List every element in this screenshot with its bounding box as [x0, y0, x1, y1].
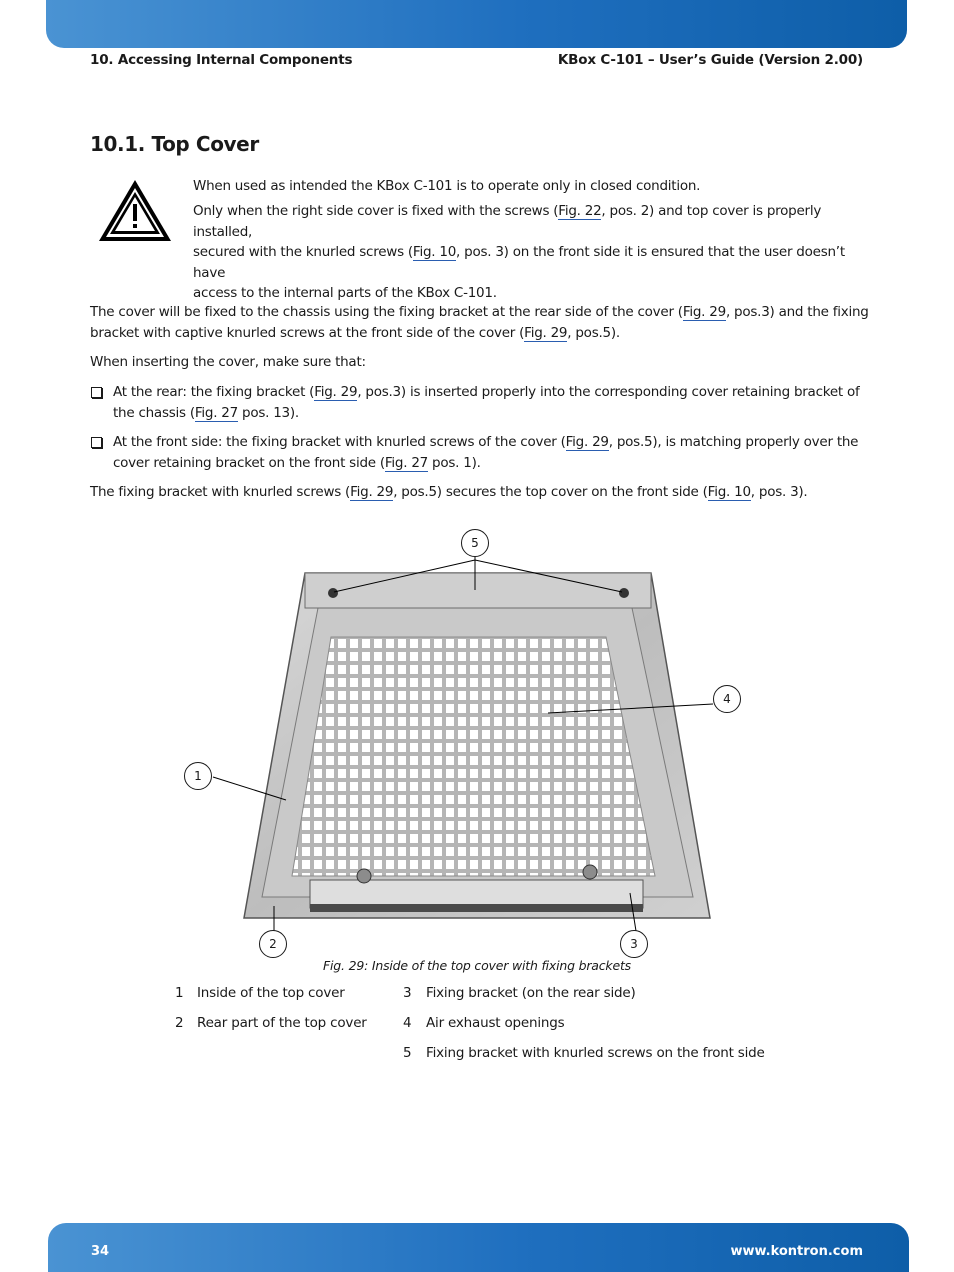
link-fig-10[interactable]: Fig. 10 [412, 244, 457, 260]
link-fig-29[interactable]: Fig. 29 [350, 484, 394, 500]
top-cover-figure [0, 520, 954, 960]
legend-number: 4 [403, 1015, 412, 1031]
legend-number: 5 [403, 1045, 412, 1061]
link-fig-22[interactable]: Fig. 22 [558, 203, 602, 219]
figure-caption: Fig. 29: Inside of the top cover with fixing brackets [323, 958, 631, 973]
link-fig-29[interactable]: Fig. 29 [682, 304, 726, 320]
inserting-intro: When inserting the cover, make sure that: [90, 354, 366, 370]
callout-4: 4 [713, 685, 741, 713]
link-fig-29[interactable]: Fig. 29 [314, 384, 358, 400]
legend-text: Inside of the top cover [197, 985, 345, 1001]
header-band [46, 0, 907, 48]
website-link[interactable]: www.kontron.com [730, 1244, 863, 1259]
callout-2: 2 [259, 930, 287, 958]
bullet-front: At the front side: the fixing bracket with knurled screws of the cover (Fig. 29, pos.5), is matching properly over the cover retaining bracket on the front side (Fig. 27 pos. 1). [113, 434, 859, 471]
warning-line-1: When used as intended the KBox C-101 is to operate only in closed condition. [193, 178, 701, 194]
legend-text: Rear part of the top cover [197, 1015, 367, 1031]
header-doc-title: KBox C-101 – User’s Guide (Version 2.00) [557, 52, 863, 68]
legend-text: Air exhaust openings [426, 1015, 565, 1031]
callout-3: 3 [620, 930, 648, 958]
link-fig-27[interactable]: Fig. 27 [384, 454, 429, 471]
page-number: 34 [91, 1244, 110, 1259]
link-fig-10[interactable]: Fig. 10 [707, 484, 751, 500]
bullet-checkbox-icon [91, 437, 102, 448]
section-heading: 10.1. Top Cover [90, 132, 259, 156]
callout-5: 5 [461, 529, 489, 557]
legend-number: 1 [175, 985, 184, 1001]
link-fig-29[interactable]: Fig. 29 [524, 324, 568, 341]
link-fig-27[interactable]: Fig. 27 [194, 404, 238, 421]
legend-number: 2 [175, 1015, 184, 1031]
warning-triangle-icon [97, 178, 173, 244]
cover-fixing-paragraph: The cover will be fixed to the chassis using the fixing bracket at the rear side of the cover (Fig. 29, pos.3) and the fixing bracket with captive knurled screws at the front side of the cover (Fig. 29, pos.5). [90, 304, 869, 341]
warning-paragraph: Only when the right side cover is fixed with the screws (Fig. 22, pos. 2) and top cover is properly installed, secured with the knurled screws (Fig. 10, pos. 3) on the front side it is ensured that the user doesn’t have access to the internal parts of the KBox C-101. [193, 203, 845, 301]
bullet-rear: At the rear: the fixing bracket (Fig. 29, pos.3) is inserted properly into the corresponding cover retaining bracket of the chassis (Fig. 27 pos. 13). [113, 384, 860, 421]
legend-text: Fixing bracket (on the rear side) [426, 985, 636, 1001]
callout-1: 1 [184, 762, 212, 790]
legend-number: 3 [403, 985, 412, 1001]
link-fig-29[interactable]: Fig. 29 [565, 434, 609, 450]
header-section: 10. Accessing Internal Components [90, 52, 353, 68]
legend-text: Fixing bracket with knurled screws on the front side [426, 1045, 765, 1061]
bullet-checkbox-icon [91, 387, 102, 398]
knurled-screws-paragraph: The fixing bracket with knurled screws (Fig. 29, pos.5) secures the top cover on the front side (Fig. 10, pos. 3). [90, 484, 808, 500]
